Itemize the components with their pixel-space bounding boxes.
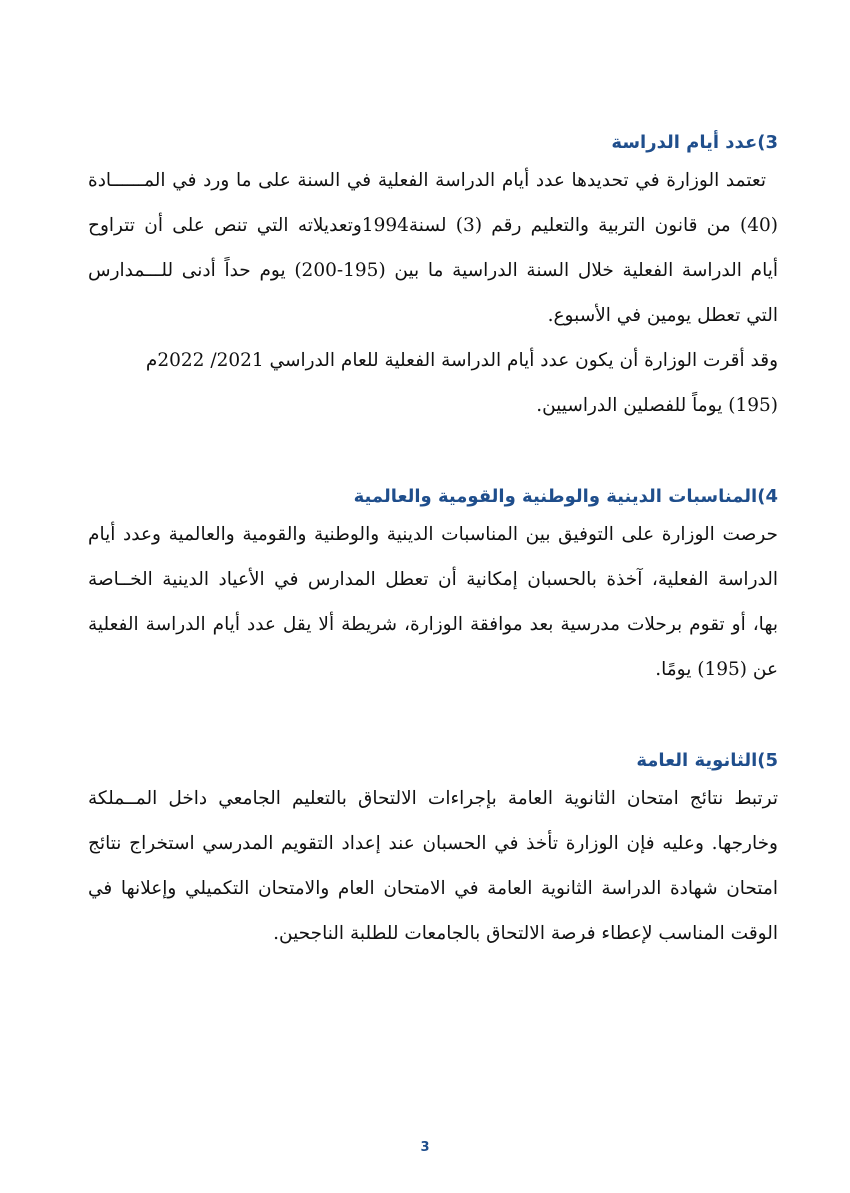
paragraph-line: التي تعطل يومين في الأسبوع. (547, 305, 778, 326)
paragraph-line: حرصت الوزارة على التوفيق بين المناسبات الدينية والوطنية والقومية والعالمية وعدد أيام (88, 524, 778, 545)
section-body (88, 158, 778, 428)
section-school-days (88, 128, 778, 428)
section-heading: 5)الثانوية العامة (636, 750, 778, 771)
paragraph-line: عن (195) يومًا. (655, 659, 778, 680)
paragraph-line: امتحان شهادة الدراسة الثانوية العامة في الامتحان العام والامتحان التكميلي وإعلانها في (88, 878, 778, 899)
section-body (88, 512, 778, 692)
page-number: 3 (420, 1140, 430, 1155)
paragraph-line: الوقت المناسب لإعطاء فرصة الالتحاق بالجامعات للطلبة الناجحين. (273, 923, 778, 944)
paragraph-line: وقد أقرت الوزارة أن يكون عدد أيام الدراسة الفعلية للعام الدراسي 2021/ 2022م (145, 350, 778, 371)
section-general-secondary (88, 746, 778, 956)
section-occasions (88, 482, 778, 692)
paragraph-line: أيام الدراسة الفعلية خلال السنة الدراسية ما بين (195-200) يوم حداً أدنى للـــمدارس (88, 260, 778, 281)
section-heading: 4)المناسبات الدينية والوطنية والقومية والعالمية (353, 486, 778, 507)
paragraph-line: (40) من قانون التربية والتعليم رقم (3) لسنة1994وتعديلاته التي تنص على أن تتراوح (88, 215, 778, 236)
section-heading: 3)عدد أيام الدراسة (611, 132, 778, 153)
paragraph-line: وخارجها. وعليه فإن الوزارة تأخذ في الحسبان عند إعداد التقويم المدرسي استخراج نتائج (88, 833, 778, 854)
section-body (88, 776, 778, 956)
paragraph-line: ترتبط نتائج امتحان الثانوية العامة بإجراءات الالتحاق بالتعليم الجامعي داخل المــملكة (88, 788, 778, 809)
paragraph-line: بها، أو تقوم برحلات مدرسية بعد موافقة الوزارة، شريطة ألا يقل عدد أيام الدراسة الفعلية (88, 614, 778, 635)
paragraph-line: تعتمد الوزارة في تحديدها عدد أيام الدراسة الفعلية في السنة على ما ورد في المــــــادة (88, 170, 766, 191)
paragraph-line: الدراسة الفعلية، آخذة بالحسبان إمكانية أن تعطل المدارس في الأعياد الدينية الخــاصة (88, 569, 778, 590)
paragraph-line: (195) يوماً للفصلين الدراسيين. (536, 395, 778, 416)
